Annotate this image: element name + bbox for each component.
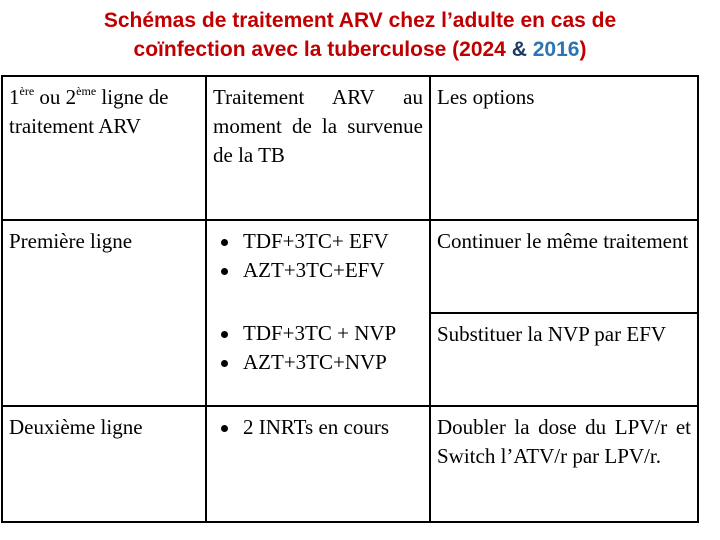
bullet-icon (221, 360, 228, 367)
regimen-text: AZT+3TC+EFV (243, 257, 385, 282)
slide-title (0, 6, 720, 64)
regimen-text: TDF+3TC + NVP (243, 321, 397, 346)
list-item (213, 227, 423, 256)
list-item (213, 348, 423, 377)
title-line-2-text: coïnfection avec la tuberculose (2024 (133, 38, 506, 61)
list-item (213, 256, 423, 285)
cell-regimens (206, 406, 430, 522)
header-sup-1: ère (19, 84, 35, 98)
header-options: Les options (430, 76, 698, 220)
title-close-paren: ) (579, 38, 587, 61)
header-ordinal-1: 1 (9, 85, 20, 109)
header-sup-2: ème (76, 84, 97, 98)
cell-regimens (206, 220, 430, 313)
cell-option: Doubler la dose du LPV/r et Switch l’ATV/r par LPV/r. (430, 406, 698, 522)
cell-option: Continuer le même traitement (430, 220, 698, 313)
cell-line-first: Première ligne (2, 220, 206, 407)
bullet-icon (221, 268, 228, 275)
bullet-icon (221, 239, 228, 246)
regimen-list (213, 413, 423, 442)
cell-line-second: Deuxième ligne (2, 406, 206, 522)
header-treatment-line (2, 76, 206, 220)
title-year-2016: 2016 (532, 38, 580, 61)
regimen-text: 2 INRTs en cours (243, 415, 389, 440)
bullet-icon (221, 425, 228, 432)
cell-regimens (206, 313, 430, 406)
regimen-text: TDF+3TC+ EFV (243, 228, 389, 253)
title-line-2 (0, 35, 720, 64)
arv-tb-table (1, 75, 699, 523)
header-treatment-line-text: ligne de traitement ARV (9, 85, 169, 138)
regimen-list (213, 227, 423, 285)
table-row (2, 406, 698, 522)
cell-option: Substituer la NVP par EFV (430, 313, 698, 406)
table-row (2, 220, 698, 313)
list-item (213, 413, 423, 442)
regimen-text: AZT+3TC+NVP (243, 350, 387, 375)
title-ampersand: & (511, 38, 527, 61)
regimen-list (213, 319, 423, 377)
bullet-icon (221, 331, 228, 338)
header-row (2, 76, 698, 220)
title-line-1: Schémas de traitement ARV chez l’adulte en cas de (103, 9, 617, 32)
header-ordinal-2: ou 2 (34, 85, 77, 109)
header-current-regimen: Traitement ARV au moment de la survenue de la TB (206, 76, 430, 220)
list-item (213, 319, 423, 348)
